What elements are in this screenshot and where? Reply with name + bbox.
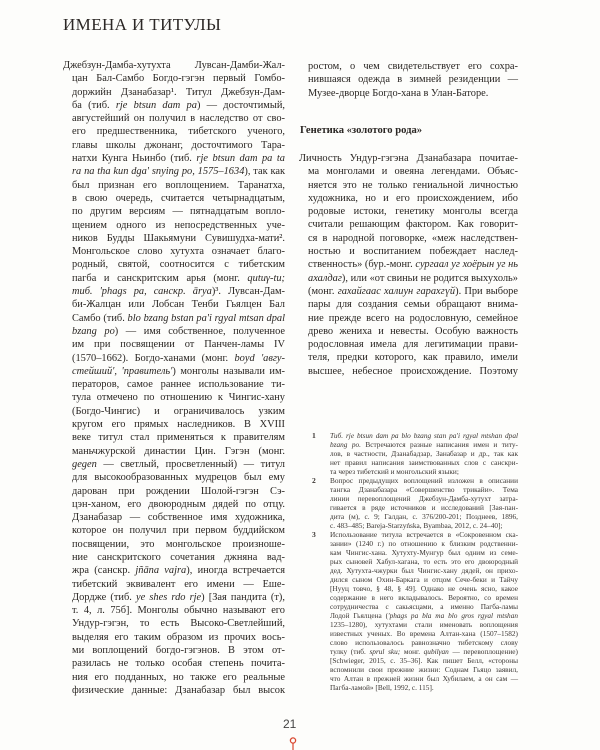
text-line — [72, 205, 285, 218]
text-line — [72, 298, 285, 311]
left-column-text — [63, 59, 286, 697]
text: августейший он получил в наследство от сво- — [72, 113, 285, 125]
text-line — [72, 578, 285, 591]
text-line — [72, 152, 285, 165]
text-line — [308, 338, 518, 351]
italic-text: гахайгаас халиун гарахгүй — [337, 285, 456, 297]
text-line — [72, 617, 285, 630]
text-line — [308, 87, 518, 100]
text-line — [72, 511, 285, 524]
text-line — [308, 192, 518, 205]
text: Самбо (тиб. — [72, 312, 128, 324]
text-line — [308, 60, 518, 73]
text: кам Чингис-хана. Хутухту-Мунгур был одним из семе- — [330, 548, 518, 557]
italic-text: стейший', 'правитель' — [72, 365, 173, 377]
text: Музее-дворце Богдо-хана в Улан-Баторе. — [308, 87, 489, 99]
italic-text: Тиб. rje btsun dam pa blo bzang stan pa'i rgyal mtshan dpal — [330, 431, 518, 440]
text: Встречаются разные написания имен и титу- — [360, 440, 518, 449]
footnote-text — [330, 431, 518, 476]
italic-text: rje btsun dam pa — [115, 99, 197, 111]
text: ), так как — [244, 166, 285, 178]
text-line — [72, 352, 285, 365]
text: древо жениха и невесты. Особую важность — [308, 325, 518, 337]
text: ). При выборе — [455, 285, 518, 297]
text: пагба и санскритским арья (монг. — [72, 272, 248, 284]
text: ) — имя собственное, полученное — [114, 325, 285, 337]
text-line — [330, 512, 518, 521]
text: тула отмечено по отношению к Чингис-хану — [72, 392, 285, 404]
text: Монгольское слово хутухта означает благо- — [72, 246, 285, 258]
text: дита (м), с. 9; Галдан, с. 376/200-201; Позднеев, 1896, — [330, 512, 518, 521]
text: ников Будды Шакьямуни Сувишудха-мати². — [72, 232, 285, 244]
text-line — [330, 602, 518, 611]
text: выделяя его таким образом из прочих вось- — [72, 631, 285, 643]
text: вспомнили свои прежние жизни: Соднам Гьяцо заявил, — [330, 665, 518, 674]
text: (Богдо-Чингис) и ограничивалось узким — [72, 405, 285, 417]
text: теля, предки которого, как правило, имели — [308, 352, 518, 364]
text: ), иногда встречается — [186, 565, 285, 577]
italic-text: sprul sku; — [369, 647, 401, 656]
text: Пагба-ламой» [Bell, 1992, с. 115]. — [330, 683, 434, 692]
text: ния его подданных, но также его реальные — [72, 671, 285, 683]
text-line — [63, 59, 285, 72]
text: тулку (тиб. — [330, 647, 370, 656]
text: натхи Кунга Ньинбо (тиб. — [72, 153, 197, 165]
text: ся в народной поговорке, «меж наследствен- — [308, 232, 518, 244]
text-line — [330, 485, 518, 494]
text-line — [308, 298, 518, 311]
text: [Schwieger, 2015, с. 35–36]. Как пишет Белл, «стороны — [330, 656, 518, 665]
text-line — [308, 272, 518, 285]
text: художника, но и его происхождением, ибо — [308, 192, 518, 204]
text-line — [330, 467, 518, 476]
text: монг. — [400, 647, 424, 656]
text: гивается в ряде источников и исследований [Зая-пан- — [330, 503, 518, 512]
text: считали решающим фактором. Как говорит- — [308, 219, 518, 231]
text: ба (тиб. — [72, 99, 116, 111]
text-line — [72, 631, 285, 644]
text: ние санскритского сочетания джняна вад- — [72, 551, 285, 563]
text: ностью и воспитанием побеждает наслед- — [308, 246, 518, 258]
italic-text: qubilγan — [423, 647, 449, 656]
italic-text: qutuγ-tu; — [247, 272, 285, 284]
text: Ундур-гэгэн, то есть Высоко-Светлейший, — [72, 618, 285, 630]
text-line — [308, 218, 518, 231]
text: родный, святой, соотносится с тибетским — [72, 259, 285, 271]
text-line — [330, 476, 518, 485]
text-line — [72, 245, 285, 258]
text-line — [72, 325, 285, 338]
italic-text: сургаал уг хоёрын уг нь — [415, 259, 518, 271]
page-number: 21 — [283, 717, 297, 731]
text: в свою очередь, считается четырнадцатым, — [72, 192, 285, 204]
text: что Алтан в прежней жизни был Хубилаем, а он сам — — [330, 674, 518, 683]
text-line — [308, 232, 518, 245]
text-line — [72, 165, 285, 178]
text-line — [330, 557, 518, 566]
text-line — [330, 674, 518, 683]
italic-text: ye shes rdo rje — [136, 591, 202, 603]
text: жра (санскр. — [72, 565, 136, 577]
text-line — [308, 179, 518, 192]
text-line — [72, 405, 285, 418]
text: маньчжурской династии Цин. Гэгэн (монг. — [72, 445, 285, 457]
text: нет правил написания заимствованных слов с санскри- — [330, 458, 518, 467]
text-line — [330, 494, 518, 503]
text-line — [330, 683, 518, 692]
text: доржийн Дзанабазар¹. Титул Джебзун-Дам- — [72, 86, 285, 98]
text-line — [72, 591, 285, 604]
text-line — [330, 548, 518, 557]
text-line — [330, 611, 518, 620]
text: дед. Хутухта-чжурки был Чингис-хану дядей, он прихо- — [330, 566, 518, 575]
text: Личность Ундур-гэгэна Дзанабазара почитае- — [299, 153, 518, 164]
text-line — [72, 564, 285, 577]
footnote-number: 1 — [312, 431, 316, 440]
text-line — [308, 285, 518, 298]
text-line — [72, 192, 285, 205]
text: ) монголы называли им- — [172, 365, 285, 377]
text-line — [72, 458, 285, 471]
text-line — [72, 72, 285, 85]
text-line — [330, 620, 518, 629]
text: высшее, небесное происхождение. Поэтому — [308, 365, 518, 377]
text-line — [72, 258, 285, 271]
text-line — [308, 258, 518, 271]
text: ми воплощений богдо-гэгэнов. В этом от- — [72, 645, 285, 657]
text-line — [72, 272, 285, 285]
text: [Нууц товчо, § 48, § 49]. Однако не очень ясно, какое — [330, 584, 518, 593]
footnotes — [312, 431, 520, 692]
text-line — [330, 629, 518, 638]
text-line — [330, 647, 518, 656]
text: главы школы джонанг, досточтимого Тара- — [72, 139, 285, 151]
text: (1570–1662). Богдо-ханами (монг. — [72, 352, 235, 364]
italic-text: gegen — [72, 458, 97, 470]
italic-text: boyd 'авгу- — [234, 352, 285, 364]
text-line — [72, 112, 285, 125]
text-line — [308, 351, 518, 364]
text: цан Бал-Самбо Богдо-гэгэн первый Гомбо- — [72, 73, 285, 85]
text: был признан его воплощением. Таранатха, — [72, 179, 285, 191]
text: родословная имела для легитимации прави- — [308, 339, 518, 351]
text: Лодой Гьялцена ( — [330, 611, 389, 620]
text-line — [72, 671, 285, 684]
text: нившаяся одежда в зимней резиденции — — [308, 74, 518, 86]
text-line — [308, 312, 518, 325]
text-line — [72, 391, 285, 404]
text-line — [330, 575, 518, 584]
italic-text: ra na tha kun dga' snying po, 1575–1634 — [72, 166, 245, 178]
text-line — [72, 485, 285, 498]
text: ) [Зая пандита (т), — [201, 591, 285, 603]
text-line — [308, 365, 518, 378]
text: дарован при рождении Шолой-гэгэн Сэ- — [72, 485, 285, 497]
text: посвящении, это монгольское произноше- — [72, 538, 285, 550]
text-line — [72, 551, 285, 564]
text: ственность» (бур.-монг. — [308, 259, 416, 271]
text: — светлый, просветленный) — титул — [96, 458, 285, 470]
italic-text: bzang po — [72, 325, 115, 337]
text-line — [72, 657, 285, 670]
text: родовые истоки, генетику монголы всегда — [308, 206, 518, 218]
text-line — [330, 638, 518, 647]
text-line — [308, 205, 518, 218]
text: Джебзун-Дамба-хутухта Лувсан-Дамби-Жал- — [63, 60, 285, 71]
text-line — [299, 152, 518, 165]
italic-text: 'phags pa bla ma blo gros rgyal mtshan — [388, 611, 519, 620]
text: 1235–1280), хутухтами стали именовать воплощения — [330, 620, 518, 629]
text-line — [72, 431, 285, 444]
text: дился сыном Охин-Баркага и отцом Сече-беки и Тайчу — [330, 575, 518, 584]
italic-text: bzang po. — [330, 440, 361, 449]
text-line — [308, 73, 518, 86]
text-line — [308, 165, 518, 178]
text-line — [72, 365, 285, 378]
text-line — [330, 656, 518, 665]
italic-text: тиб. 'phags pa, санскр. ārya — [72, 286, 212, 298]
text-line — [72, 538, 285, 551]
text: лов, в частности, Дзанабадзар, Занабазар и др., так как — [330, 449, 518, 458]
text-line — [330, 521, 518, 530]
text: ), или «от свиньи не родится выхухоль» — [341, 272, 518, 284]
text: пары для создания семьи обращают внима- — [308, 299, 518, 311]
text-line — [330, 449, 518, 458]
text: няется это не только гениальной личностью — [308, 179, 518, 191]
text-line — [308, 245, 518, 258]
text-line — [330, 458, 518, 467]
text-line — [72, 604, 285, 617]
text: слово использовалось равнозначно тибетскому слову — [330, 638, 518, 647]
footnote — [312, 476, 520, 530]
text: содержание в него вкладывалось. Вероятно, со времен — [330, 593, 518, 602]
right-column-paragraph — [299, 152, 518, 378]
text-line — [72, 445, 285, 458]
text: рых сыновей Хабул-хагана, то есть это его двоюродный — [330, 557, 518, 566]
text: для высокообразованных мудрецов был ему — [72, 472, 285, 484]
text-line — [72, 86, 285, 99]
text: т. 4, л. 75б]. Монголы обычно называют его — [72, 605, 285, 617]
location-pin-icon — [289, 737, 297, 750]
text-line — [72, 139, 285, 152]
text: им при посвящении от Панчен-ламы IV — [72, 339, 285, 351]
text: Использование титула встречается в «Сокровенном ска- — [330, 530, 518, 539]
text-line — [72, 644, 285, 657]
text-line — [72, 471, 285, 484]
text-line — [72, 99, 285, 112]
text: Вопрос предыдущих воплощений изложен в описании — [330, 476, 518, 485]
text-line — [72, 312, 285, 325]
text: ) — досточтимый, — [196, 99, 286, 111]
text: его предшественника, тибетского ученого, — [72, 126, 285, 138]
text: — перевоплощение) — [448, 647, 518, 656]
text-line — [72, 179, 285, 192]
text: зании» (1240 г.) по отношению к близким родственни- — [330, 539, 518, 548]
text: (монг. — [308, 285, 338, 297]
footnote-number: 3 — [312, 530, 316, 539]
text: )³. Лувсан-Дам- — [211, 286, 285, 298]
text: физические данные: Дзанабазар был высок — [72, 684, 285, 696]
text: Дордже (тиб. — [72, 591, 137, 603]
text: известных ученых. Во времена Алтан-хана (1507–1582) — [330, 629, 518, 638]
text-line — [72, 498, 285, 511]
text: би-Жалцан или Лобсан Тенби Гьялцен Бал — [72, 299, 285, 311]
text-line — [72, 125, 285, 138]
footnote — [312, 431, 520, 476]
italic-text: blo bzang bstan pa'i rgyal mtsan dpal — [127, 312, 285, 324]
text: ма монголами и овеяна легендами. Объяс- — [308, 166, 518, 178]
text-line — [330, 503, 518, 512]
text-line — [72, 418, 285, 431]
text: щением одного из непосредственных уче- — [72, 219, 285, 231]
footnote — [312, 530, 520, 692]
text-line — [72, 684, 285, 697]
text: веке титул стал применяться к правителям — [72, 432, 285, 444]
text-line — [330, 530, 518, 539]
text: с. 483–485; Bareja-Starzyńska, Byambaa, 2012, с. 24–40]; — [330, 521, 503, 530]
text-line — [72, 232, 285, 245]
text: ростом, о чем свидетельствует его сохра- — [308, 61, 518, 72]
text: ние прежде всего на родословную, семейное — [308, 312, 518, 324]
chapter-title: ИМЕНА И ТИТУЛЫ — [63, 15, 222, 34]
italic-text: jñāna vajra — [135, 565, 187, 577]
footnote-text — [330, 476, 518, 530]
text-line — [330, 566, 518, 575]
text-line — [330, 539, 518, 548]
text-line — [330, 431, 518, 440]
text-line — [72, 285, 285, 298]
text: ператоров, самое раннее использование ти- — [72, 379, 285, 391]
text-line — [72, 338, 285, 351]
text: сотрудничества с сакьясцами, а именно Пагба-ламы — [330, 602, 518, 611]
right-column-continuation — [308, 60, 518, 100]
footnote-text — [330, 530, 518, 692]
text: тибетский эквивалент его имени — Еше- — [72, 578, 285, 590]
text: разилась не только особая степень почита- — [72, 658, 285, 670]
italic-text: rje btsun dam pa ta — [196, 153, 285, 165]
text-line — [330, 593, 518, 602]
text: цэн-ханом, его двоюродным дядей по отцу. — [72, 498, 285, 510]
text: тангка Дзанабазара «Совершенство трикайи». Тема — [330, 485, 518, 494]
text-line — [72, 378, 285, 391]
text: Дзанабазар — собственное имя художника, — [72, 512, 285, 524]
text: которое он получил при первом буддийском — [72, 525, 285, 537]
text: кругом его прямых наследников. В XVIII — [72, 419, 285, 431]
text-line — [72, 219, 285, 232]
text: та через тибетский и монгольский языки; — [330, 467, 459, 476]
text: по другим версиям — пятнадцатым вопло- — [72, 206, 285, 218]
text-line — [72, 524, 285, 537]
text-line — [330, 584, 518, 593]
text-line — [308, 325, 518, 338]
section-heading: Генетика «золотого рода» — [300, 125, 423, 136]
text-line — [330, 665, 518, 674]
italic-text: ахалдаг — [308, 272, 342, 284]
text: линии перевоплощений Джебзун-Дамба-хутухт затра- — [330, 494, 518, 503]
text-line — [330, 440, 518, 449]
footnote-number: 2 — [312, 476, 316, 485]
